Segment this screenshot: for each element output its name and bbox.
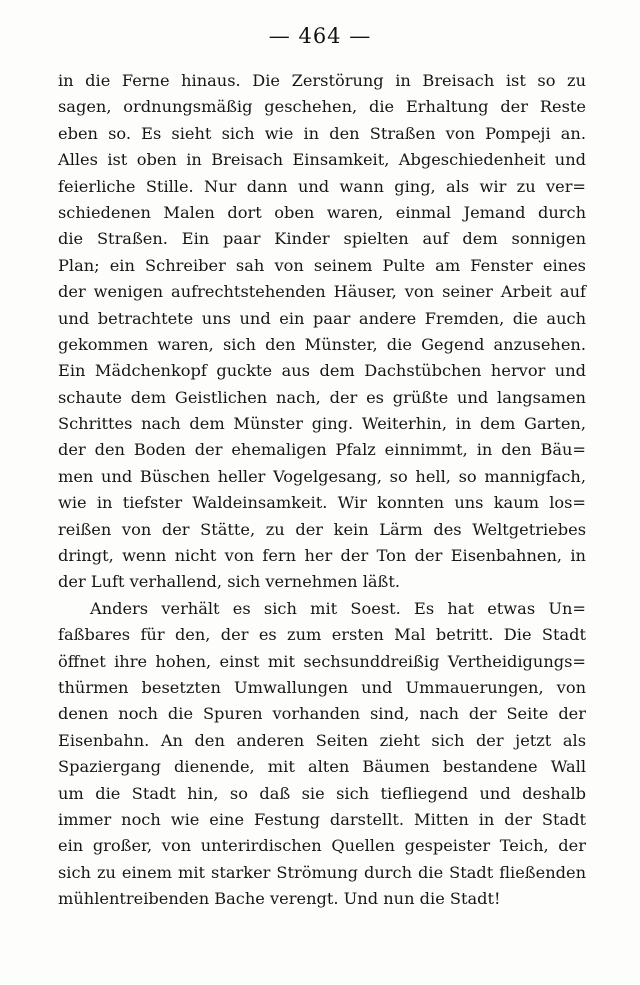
text-line: in die Ferne hinaus. Die Zerstörung in Breisach ist so zu [58,71,586,90]
text-line: feierliche Stille. Nur dann und wann ging, als wir zu ver= [58,176,586,196]
text-line: Schrittes nach dem Münster ging. Weiterhin, in dem Garten, [58,414,586,434]
paragraph-2 [58,596,586,913]
text-line: dringt, wenn nicht von fern her der Ton der Eisenbahnen, in [58,546,586,566]
text-line: gekommen waren, sich den Münster, die Gegend anzusehen. [58,334,586,354]
text-line: wie in tiefster Waldeinsamkeit. Wir konnten uns kaum los= [58,493,586,513]
text-line: die Straßen. Ein paar Kinder spielten auf dem sonnigen [58,229,586,249]
text-line: eben so. Es sieht sich wie in den Straßen von Pompeji an. [58,123,586,143]
text-line: sich zu einem mit starker Strömung durch die Stadt fließenden [58,862,586,882]
text-line: sagen, ordnungsmäßig geschehen, die Erhaltung der Reste [58,97,586,117]
text-line: Anders verhält es sich mit Soest. Es hat etwas Un= [90,598,586,618]
body-text [58,68,586,913]
text-line: ein großer, von unterirdischen Quellen gespeister Teich, der [58,836,586,856]
text-line: der den Boden der ehemaligen Pfalz einnimmt, in den Bäu= [58,440,586,460]
text-line: öffnet ihre hohen, einst mit sechsunddreißig Vertheidigungs= [58,651,586,671]
text-line: mühlentreibenden Bache verengt. Und nun die Stadt! [58,889,501,909]
text-line: Alles ist oben in Breisach Einsamkeit, Abgeschiedenheit und [58,150,586,170]
text-line: um die Stadt hin, so daß sie sich tiefliegend und deshalb [58,783,586,803]
text-line: Eisenbahn. An den anderen Seiten zieht sich der jetzt als [58,730,586,750]
text-line: immer noch wie eine Festung darstellt. Mitten in der Stadt [58,809,586,829]
text-line: schiedenen Malen dort oben waren, einmal Jemand durch [58,202,586,222]
page-number: — 464 — [268,24,372,48]
text-line: Spaziergang dienende, mit alten Bäumen bestandene Wall [58,757,586,777]
text-line: reißen von der Stätte, zu der kein Lärm des Weltgetriebes [58,519,586,539]
text-line: faßbares für den, der es zum ersten Mal betritt. Die Stadt [58,625,586,645]
text-line: Ein Mädchenkopf guckte aus dem Dachstübchen hervor und [58,361,586,381]
text-line: Plan; ein Schreiber sah von seinem Pulte am Fenster eines [58,255,586,275]
text-line: schaute dem Geistlichen nach, der es grüßte und langsamen [58,387,586,407]
text-line: denen noch die Spuren vorhanden sind, nach der Seite der [58,704,586,724]
text-line: men und Büschen heller Vogelgesang, so hell, so mannigfach, [58,466,586,486]
text-line: und betrachtete uns und ein paar andere Fremden, die auch [58,308,586,328]
text-line: der Luft verhallend, sich vernehmen läßt. [58,572,401,592]
text-line: der wenigen aufrechtstehenden Häuser, von seiner Arbeit auf [58,282,586,302]
paragraph-1 [58,68,586,596]
text-line: thürmen besetzten Umwallungen und Ummauerungen, von [58,677,586,697]
